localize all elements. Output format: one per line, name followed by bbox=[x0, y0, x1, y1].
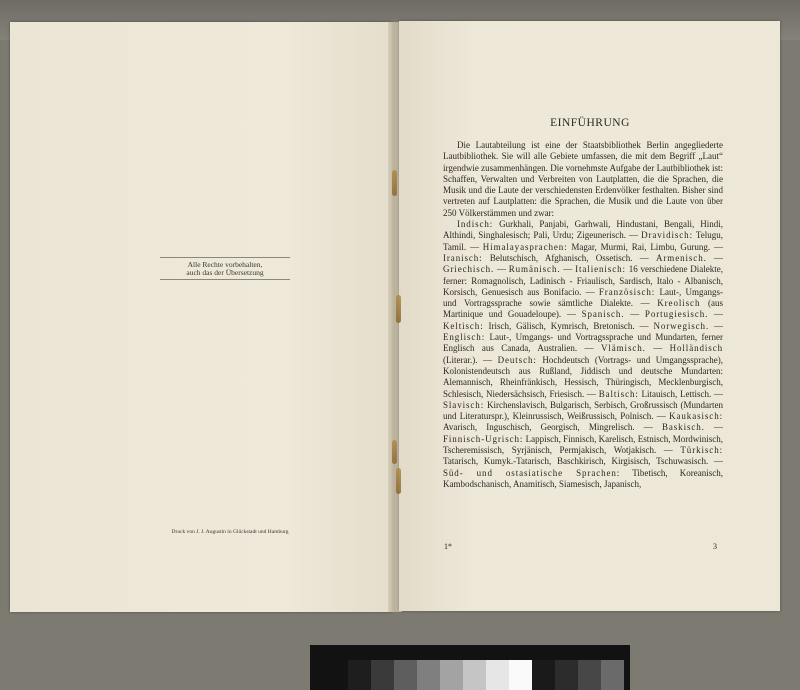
binding-stain bbox=[392, 170, 397, 196]
color-swatch bbox=[555, 660, 578, 690]
language-group-heading: Indisch: bbox=[457, 219, 494, 230]
language-group-text: — bbox=[494, 264, 509, 275]
language-group-text: Magar, Murmi, Rai, Limbu, Gurung. — bbox=[567, 241, 723, 252]
language-group-text: Tatarisch, Kumyk.-Tatarisch, Baschkirisch, Kirgisisch, Tschuwasisch. — bbox=[443, 456, 723, 467]
language-group-heading: Armenisch. bbox=[656, 252, 707, 263]
rights-notice bbox=[160, 256, 290, 281]
language-group-text: — bbox=[706, 252, 724, 263]
color-swatch bbox=[371, 660, 394, 690]
binding-stain bbox=[396, 295, 401, 323]
language-group-heading: Süd- und ostasiatische Sprachen: bbox=[443, 467, 621, 478]
color-swatch bbox=[440, 660, 463, 690]
language-group-heading: Iranisch: bbox=[443, 252, 483, 263]
binding-stain bbox=[396, 468, 401, 494]
language-group-text: — bbox=[645, 343, 670, 354]
language-group-text: 16 verschiedene Dialekte, ferner: Romagnolisch, Ladinisch - Friaulisch, Sardisch, Italo - Albanisch, Korsisch, Genuesisch aus Bonifacio. — bbox=[443, 264, 724, 297]
language-group-heading: Kreolisch bbox=[657, 298, 701, 309]
language-group-heading: Griechisch. bbox=[443, 264, 495, 275]
intro-paragraph: Die Lautabteilung ist eine der Staatsbibliothek Berlin angegliederte Lautbibliothek. Sie will alle Gebiete umfassen, die mit dem Begriff „Laut“ irgendwie zusammenhängen. Die vornehmste Aufgabe der Lautbibliothek ist: Schaffen, Verwalten und Verbreiten von Lautplatten, die die Sprachen, die Musik und die Laute der verschiedensten Erdenvölker festhalten. Bisher sind vertreten auf Lautplatten: die Sprachen, die Musik und die Laute von über 250 Völkerstämmen und zwar: bbox=[443, 140, 723, 218]
language-group-heading: Kaukasisch: bbox=[669, 411, 723, 422]
language-list bbox=[443, 219, 723, 490]
language-group-heading: Portugiesisch. bbox=[644, 309, 709, 320]
language-group-heading: Baltisch: bbox=[598, 388, 639, 399]
language-group-text: (aus Martinique und Gouadeloupe). — bbox=[443, 298, 724, 320]
language-group-heading: Spanisch. bbox=[581, 309, 625, 320]
signature-mark: 1* bbox=[444, 542, 452, 551]
language-group-heading: Englisch: bbox=[443, 332, 486, 343]
left-page bbox=[10, 22, 392, 612]
color-swatch bbox=[394, 660, 417, 690]
language-group-heading: Türkisch: bbox=[680, 445, 723, 456]
language-group-text: (Literar.). — bbox=[443, 354, 498, 365]
language-group-heading: Baskisch. bbox=[661, 422, 705, 433]
color-swatch bbox=[417, 660, 440, 690]
language-group-heading: Italienisch: bbox=[575, 264, 626, 275]
language-group-text: Irisch, Gälisch, Kymrisch, Bretonisch. — bbox=[483, 320, 654, 331]
color-swatch bbox=[486, 660, 509, 690]
language-group-text: Gurkhali, Panjabi, Garhwali, Hindustani, Bengali, Hindi, Althindi, Singhalesisch; Pali, Urdu; Zigeunerisch. — bbox=[443, 219, 723, 241]
language-group-text: — bbox=[704, 422, 723, 433]
color-swatch bbox=[601, 660, 624, 690]
rights-line-2: auch das der Übersetzung bbox=[186, 268, 264, 277]
language-group-text: Tibetisch, Koreanisch, Kambodschanisch, Anamitisch, Siamesisch, Japanisch, bbox=[443, 467, 724, 489]
color-calibration-bar bbox=[310, 645, 630, 690]
language-group-heading: Dravidisch: bbox=[641, 230, 693, 241]
language-group-heading: Keltisch: bbox=[443, 320, 484, 331]
language-group-heading: Vlämisch. bbox=[600, 343, 646, 354]
language-group-heading: Norwegisch. bbox=[653, 320, 710, 331]
language-group-heading: Rumänisch. bbox=[508, 264, 561, 275]
language-group-text: Belutschisch, Afghanisch, Ossetisch. — bbox=[482, 252, 657, 263]
page-title: EINFÜHRUNG bbox=[550, 117, 630, 129]
page-number: 3 bbox=[713, 542, 717, 551]
language-group-heading: Holländisch bbox=[669, 343, 723, 354]
language-group-text: — bbox=[560, 264, 576, 275]
language-group-heading: Deutsch: bbox=[497, 354, 537, 365]
printer-imprint: Druck von J. J. Augustin in Glückstadt und Hamburg bbox=[171, 529, 289, 535]
language-group-text: Lappisch, Finnisch, Karelisch, Estnisch, Mordwinisch, Tscheremissisch, Syrjänisch, Permjakisch, Wotjakisch. — bbox=[443, 433, 723, 456]
language-group-heading: Himalayasprachen: bbox=[482, 241, 568, 252]
language-group-text: — bbox=[708, 309, 724, 320]
language-group-text: Telugu, Tamil. — bbox=[443, 230, 723, 252]
language-group-text: Litauisch, Lettisch. — bbox=[638, 388, 723, 399]
color-swatch bbox=[348, 660, 371, 690]
language-group-text: Laut-, Umgangs- und Vortragssprache und Mundarten, ferner Englisch aus Canada, Australien. — bbox=[443, 332, 723, 354]
language-group-text: — bbox=[624, 309, 645, 320]
color-swatch bbox=[532, 660, 555, 690]
language-group-text: Hochdeutsch (Vortrags- und Umgangssprache), Kolonistendeutsch aus Rußland, Jiddisch und deutsche Mundarten: Alemannisch, Rheinfränkisch, Hessisch, Thüringisch, Mecklenburgisch, Schlesisch, Niedersächsisch, Friesisch. — bbox=[443, 354, 723, 399]
color-swatch bbox=[463, 660, 486, 690]
language-group-heading: Slavisch: bbox=[443, 399, 485, 410]
binding-stain bbox=[392, 440, 397, 464]
language-group-text: Avarisch, Inguschisch, Georgisch, Mingrelisch. — bbox=[443, 422, 662, 433]
color-swatch bbox=[509, 660, 532, 690]
language-group-heading: Finnisch-Ugrisch: bbox=[443, 433, 524, 444]
rights-line-1: Alle Rechte vorbehalten, bbox=[187, 260, 263, 269]
color-swatch bbox=[578, 660, 601, 690]
language-group-text: — bbox=[709, 320, 723, 331]
body-text bbox=[443, 140, 723, 490]
language-group-heading: Französisch: bbox=[598, 286, 656, 297]
language-group-text: Kirchenslavisch, Bulgarisch, Serbisch, Großrussisch (Mundarten und Literaturspr.), Kleinrussisch, Weißrussisch, Polnisch. — bbox=[443, 399, 723, 422]
language-group-text: Laut-, Umgangs- und Vortragssprache sowie sämtliche Dialekte. — bbox=[443, 286, 723, 309]
